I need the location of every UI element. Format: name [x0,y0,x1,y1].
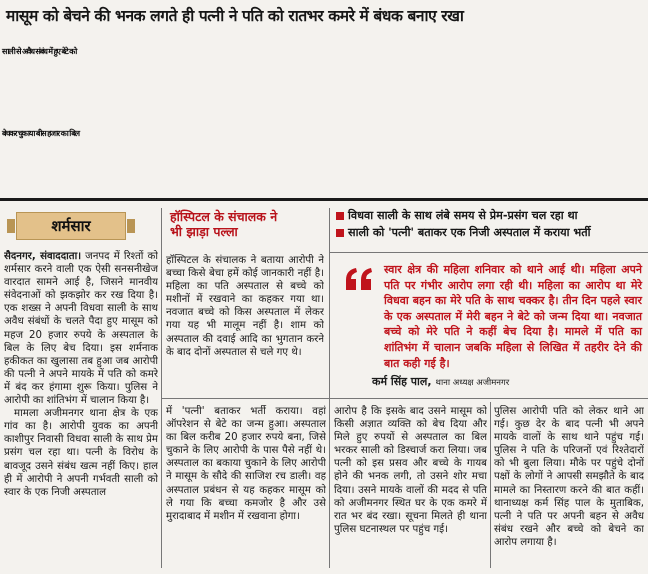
article-column-1 [4,250,158,570]
quote-author-role: थाना अध्यक्ष अजीमनगर [435,378,510,388]
quote-author: कर्म सिंह पाल, [372,375,432,388]
kicker-headline: मासूम को बेचने की भनक लगते ही पत्नी ने पति को रातभर कमरे में बंधक बनाए रखा [6,7,464,25]
highlights-list [334,209,644,243]
section-divider [161,398,648,399]
column-divider [490,402,491,568]
side-headline-line1: हॉस्पिटल के संचालक ने [170,209,278,224]
section-divider [329,252,648,253]
main-headline-line2: बेचकर चुकाया बीस हजार का बिल [2,129,79,138]
column-divider [329,208,330,568]
paragraph: मामला अजीमनगर थाना क्षेत्र के एक गांव का है। आरोपी युवक का अपनी काशीपुर निवासी विधवा साली के साथ प्रेम प्रसंग चल रहा था। पत्नी के विरोध के बावजूद उसने संबंध खत्म नहीं किए। हाल ही में आरोपी ने अपनी गर्भवती साली को स्वार के एक निजी अस्पताल [4,408,158,498]
article-column-5: पुलिस आरोपी पति को लेकर थाने आ गई। कुछ देर के बाद पत्नी भी अपने मायके वालों के साथ थाने पहुंच गई। पुलिस ने पति के परिजनों एवं रिश्तेदारों को भी बुला लिया। मौके पर पहुंचे दोनों पक्षों के लोगों ने आपसी समझौते के बाद मामले का निस्तारण करने की बात कहीं। थानाध्यक्ष कर्म सिंह पाल के मुताबिक, पत्नी ने पति पर अपनी बहन से अवैध संबंध रखने और बच्चे को बेचने का आरोप लगाया है। [494,406,644,548]
article-column-4: आरोप है कि इसके बाद उसने मासूम को किसी अज्ञात व्यक्ति को बेच दिया और मिले हुए रुपयों से अस्पताल का बिल भरकर साली को डिस्चार्ज करा लिया। जब पत्नी को इस प्रसव और बच्चे के गायब होने की भनक लगी, तो उसने शोर मचा दिया। उसने मायके वालों की मदद से पति को अजीमनगर स्थित घर के एक कमरे में रात भर बंद रखा। सूचना मिलते ही थाना पुलिस घटनास्थल पर पहुंच गई। [334,406,487,535]
sidebar-story-body: हॉस्पिटल के संचालक ने बताया आरोपी ने बच्चा किसे बेचा हमें कोई जानकारी नहीं है। महिला का पति अस्पताल से बच्चे को मशीनों में रखवाने का कहकर गया था। नवजात बच्चे को किस अस्पताल में लेकर गया यह भी मालूम नहीं है। शाम को अस्पताल की दवाई आदि का भुगतान करने के बाद दोनों अस्पताल से चले गए थे। [166,255,324,358]
side-headline [170,209,320,239]
pull-quote [340,262,642,371]
pull-quote-text: स्वार क्षेत्र की महिला शनिवार को थाने आई थी। महिला अपने पति पर गंभीर आरोप लगा रही थी। महिला का आरोप था मेरे विधवा बहन का मेरे पति के साथ चक्कर है। तीन दिन पहले स्वार के एक अस्पताल में मेरी बहन ने बेटे को जन्म दिया था। नवजात बच्चे को मेरे पति ने कहीं बेच दिया है। मामले में पति का शांतिभंग में चालान जबकि महिला से लिखित में तहरीर देने की बात कही गई है। [384,263,642,370]
quote-attribution [372,374,509,389]
headline-divider [0,198,648,201]
section-badge: शर्मसार [16,212,126,240]
dateline: सैदनगर, संवाददाता। [4,251,82,262]
main-headline-line1: साली से अवैध संबंध में हुए बेटे को [2,47,77,56]
article-column-3: में 'पत्नी' बताकर भर्ती कराया। वहां ऑपरेशन से बेटे का जन्म हुआ। अस्पताल का बिल करीब 20 हजार रुपये बना, जिसे चुकाने के लिए आरोपी के पास पैसे नहीं थे। अस्पताल का बकाया चुकाने के लिए आरोपी ने मासूम के सौदे की साजिश रच डाली। वह अस्पताल प्रबंधन से यह कहकर मासूम को ले गया कि बच्चा कमजोर है और उसे मुरादाबाद में मशीन में रखवाना होगा। [166,406,326,522]
highlight-item: साली को 'पत्नी' बताकर एक निजी अस्पताल में कराया भर्ती [334,226,644,240]
column-divider [161,208,162,568]
highlight-item: विधवा साली के साथ लंबे समय से प्रेम-प्रसंग चल रहा था [334,209,644,223]
paragraph: जनपद में रिश्तों को शर्मसार करने वाली एक ऐसी सनसनीखेज वारदात सामने आई है, जिसने मानवीय संवेदनाओं को झकझोर कर रख दिया है। एक शख्स ने अपनी विधवा साली के साथ अवैध संबंधों के चलते पैदा हुए मासूम को महज 20 हजार रुपये के अस्पताल के बिल के लिए बेच दिया। इस शर्मनाक हकीकत का खुलासा तब हुआ जब आरोपी की पत्नी ने अपने मायके में पति को कमरे में बंद कर हंगामा शुरू किया। पुलिस ने आरोपी का शांतिभंग में चालान किया है। [4,251,158,407]
side-headline-line2: भी झाड़ा पल्ला [170,224,238,239]
